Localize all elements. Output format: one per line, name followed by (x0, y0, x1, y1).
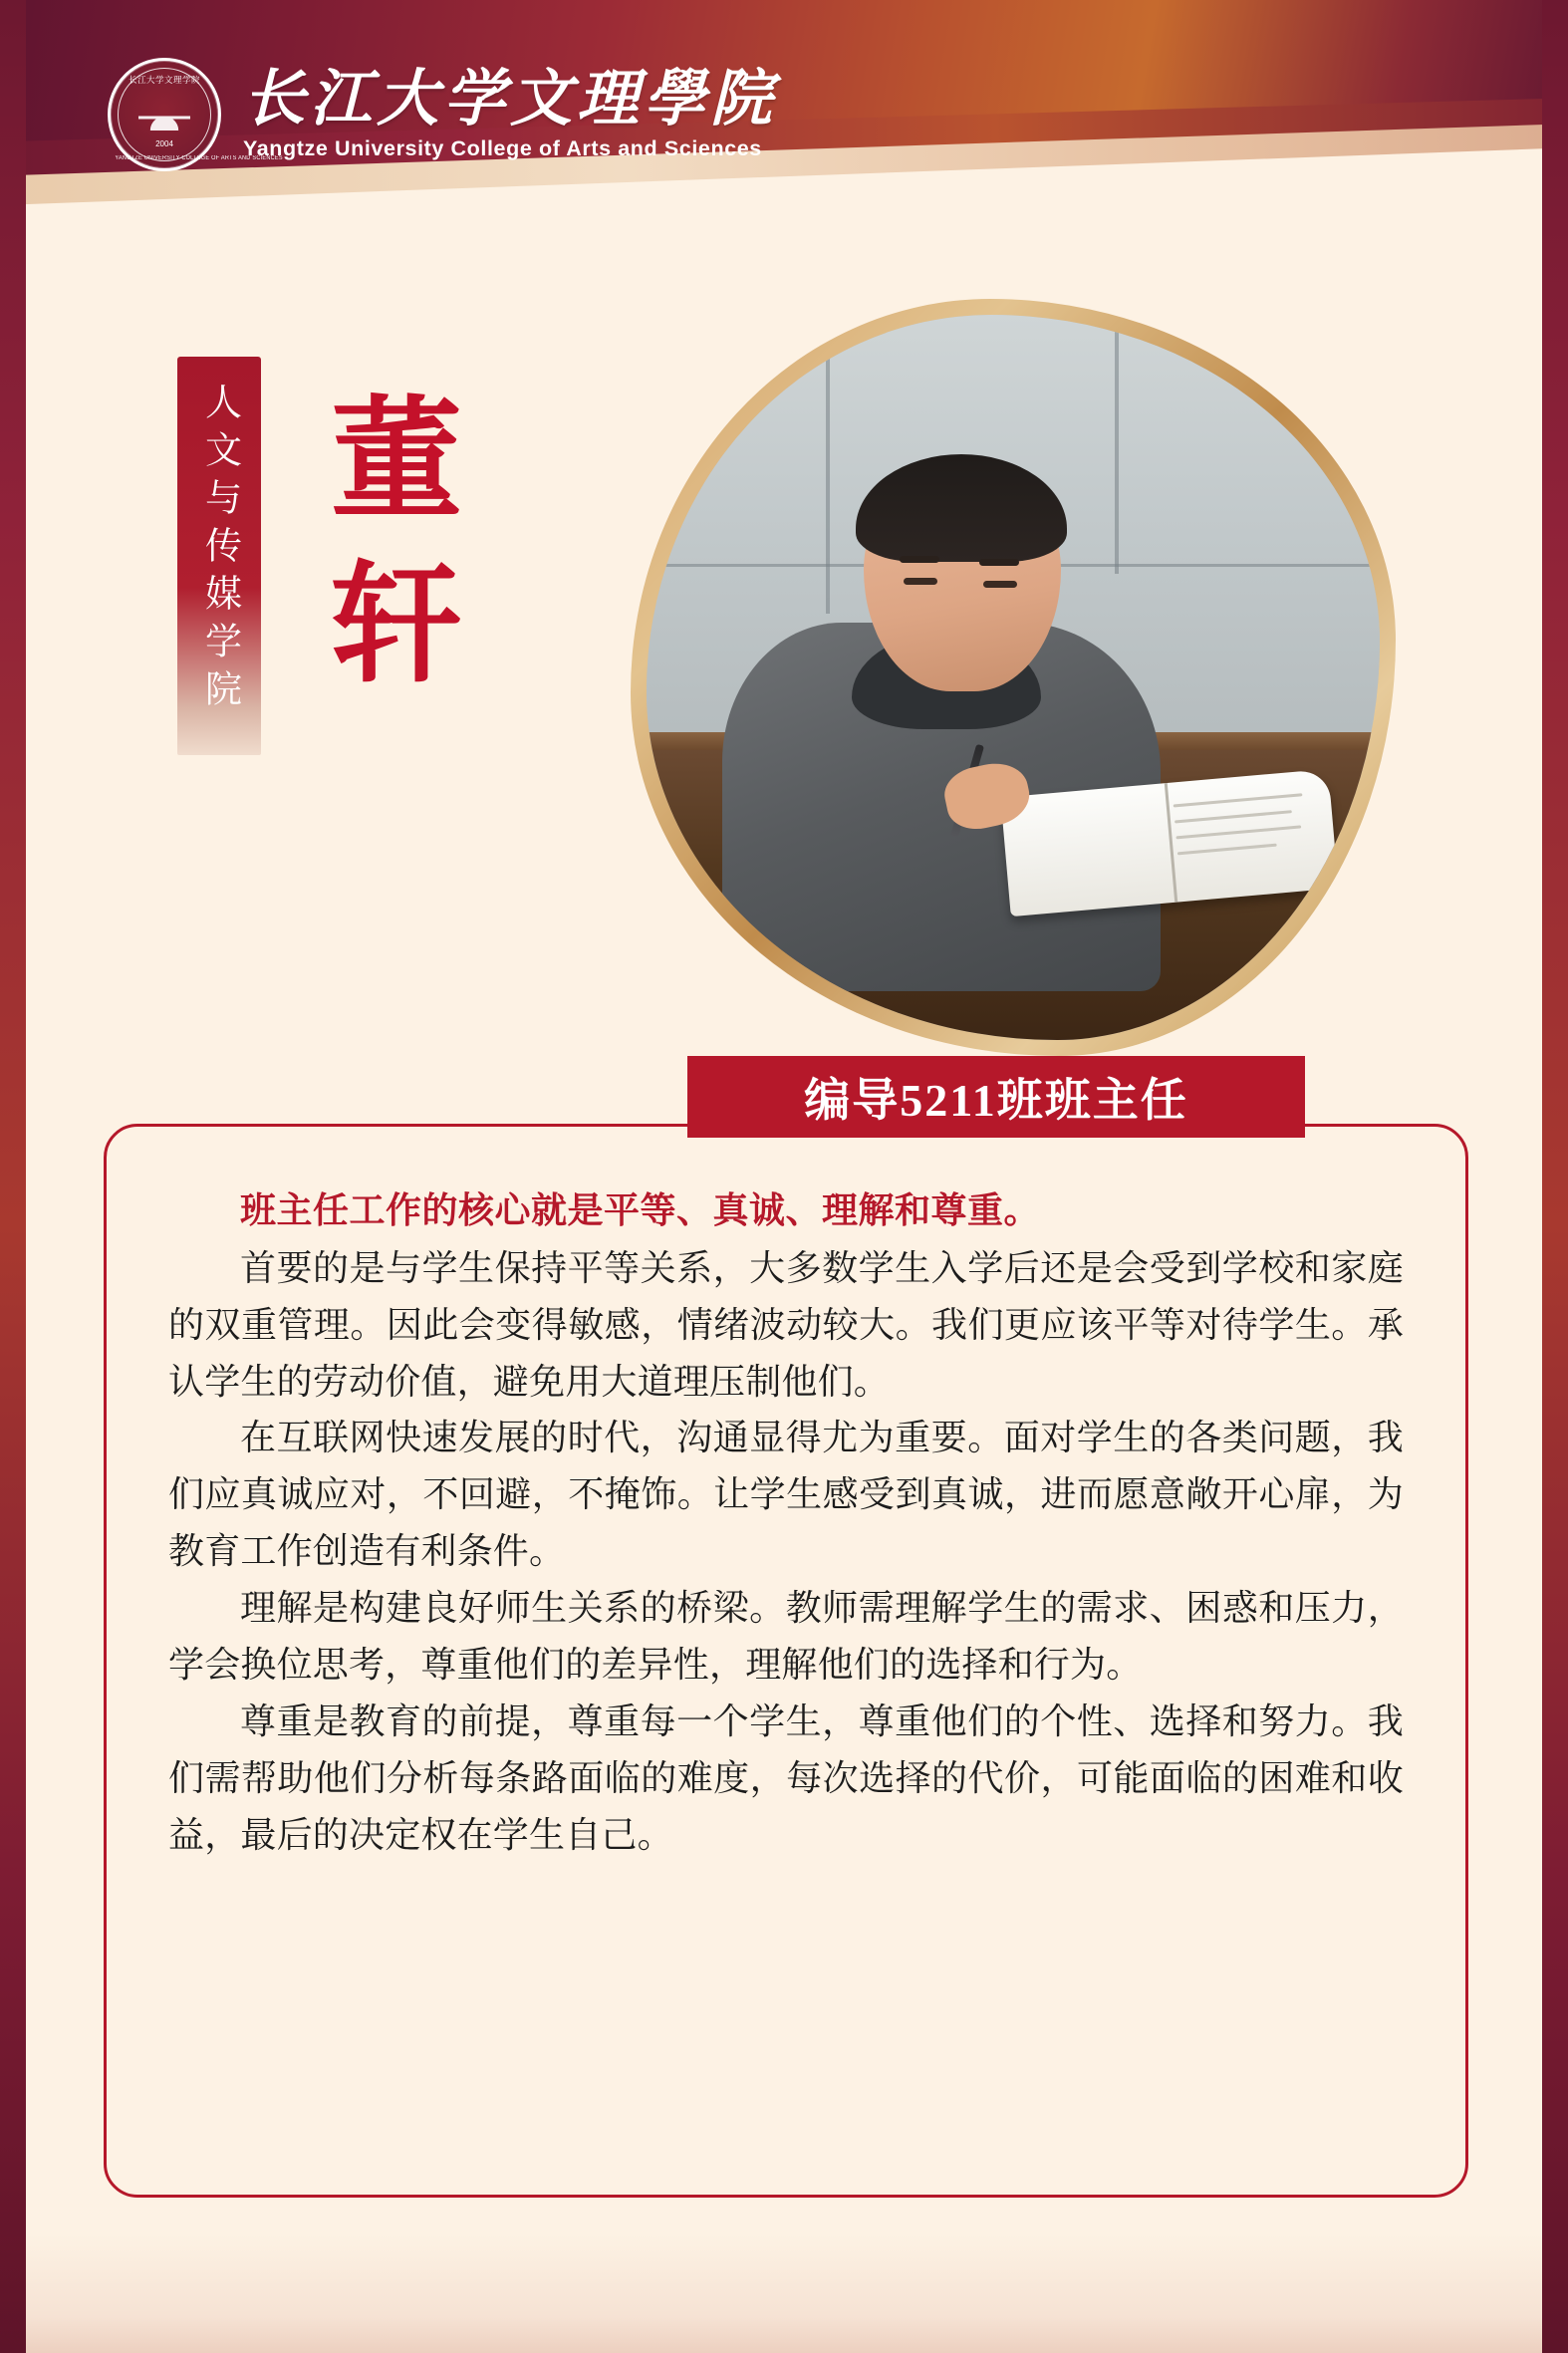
university-seal-icon (108, 58, 283, 171)
university-logo-row (108, 58, 777, 171)
role-title-label: 编导5211班班主任 (804, 1075, 1188, 1126)
photo-book-text-line-2 (1175, 810, 1292, 823)
statement-paragraph-2: 在互联网快速发展的时代，沟通显得尤为重要。面对学生的各类问题，我们应真诚应对，不回避，不掩饰。让学生感受到真诚，进而愿意敞开心扉，为教育工作创造有利条件。 (168, 1417, 1404, 1572)
university-wordmark (243, 65, 778, 161)
photo-eye-right (983, 581, 1017, 588)
statement-card (104, 1124, 1468, 2198)
statement-paragraph-3: 理解是构建良好师生关系的桥梁。教师需理解学生的需求、困惑和压力，学会换位思考，尊重他们的差异性，理解他们的选择和行为。 (168, 1587, 1404, 1685)
portrait-image (647, 315, 1380, 1040)
university-name-cn: 长江大学文理學院 (243, 65, 778, 133)
poster-header (0, 0, 1568, 259)
role-title-ribbon (687, 1056, 1305, 1138)
photo-hair (856, 454, 1067, 562)
seal-top-text: 长江大学文理学院 (128, 75, 200, 85)
statement-paragraph-4: 尊重是教育的前提，尊重每一个学生，尊重他们的个性、选择和努力。我们需帮助他们分析每条路面临的难度，每次选择的代价，可能面临的困难和收益，最后的决定权在学生自己。 (168, 1699, 1404, 1855)
person-name: 董轩 (331, 388, 462, 698)
seal-emblem-icon (138, 105, 190, 131)
photo-eye-left (904, 578, 937, 585)
person-name-block (317, 379, 476, 707)
photo-book-text-line-3 (1176, 825, 1301, 839)
department-label: 人文与传媒学院 (198, 383, 240, 717)
photo-book-text-line-1 (1174, 793, 1303, 807)
department-banner (177, 357, 261, 755)
statement-paragraph-1: 首要的是与学生保持平等关系，大多数学生入学后还是会受到学校和家庭的双重管理。因此会变得敏感，情绪波动较大。我们更应该平等对待学生。承认学生的劳动价值，避免用大道理压制他们。 (168, 1246, 1404, 1402)
statement-lead: 班主任工作的核心就是平等、真诚、理解和尊重。 (240, 1189, 1041, 1230)
portrait-photo (631, 299, 1396, 1056)
seal-bottom-text: YANGTZE UNIVERSITY COLLEGE OF ARTS AND SCIENCES (115, 155, 283, 161)
photo-brow-left (900, 556, 939, 563)
photo-book-text-line-4 (1177, 844, 1277, 856)
bottom-gradient (0, 2233, 1568, 2353)
photo-brow-right (979, 559, 1019, 566)
university-name-en: Yangtze University College of Arts and Sciences (243, 136, 762, 161)
left-edge-band (0, 0, 26, 2353)
right-edge-band (1542, 0, 1568, 2353)
seal-year: 2004 (155, 139, 173, 148)
photo-book-spine (1165, 783, 1177, 903)
